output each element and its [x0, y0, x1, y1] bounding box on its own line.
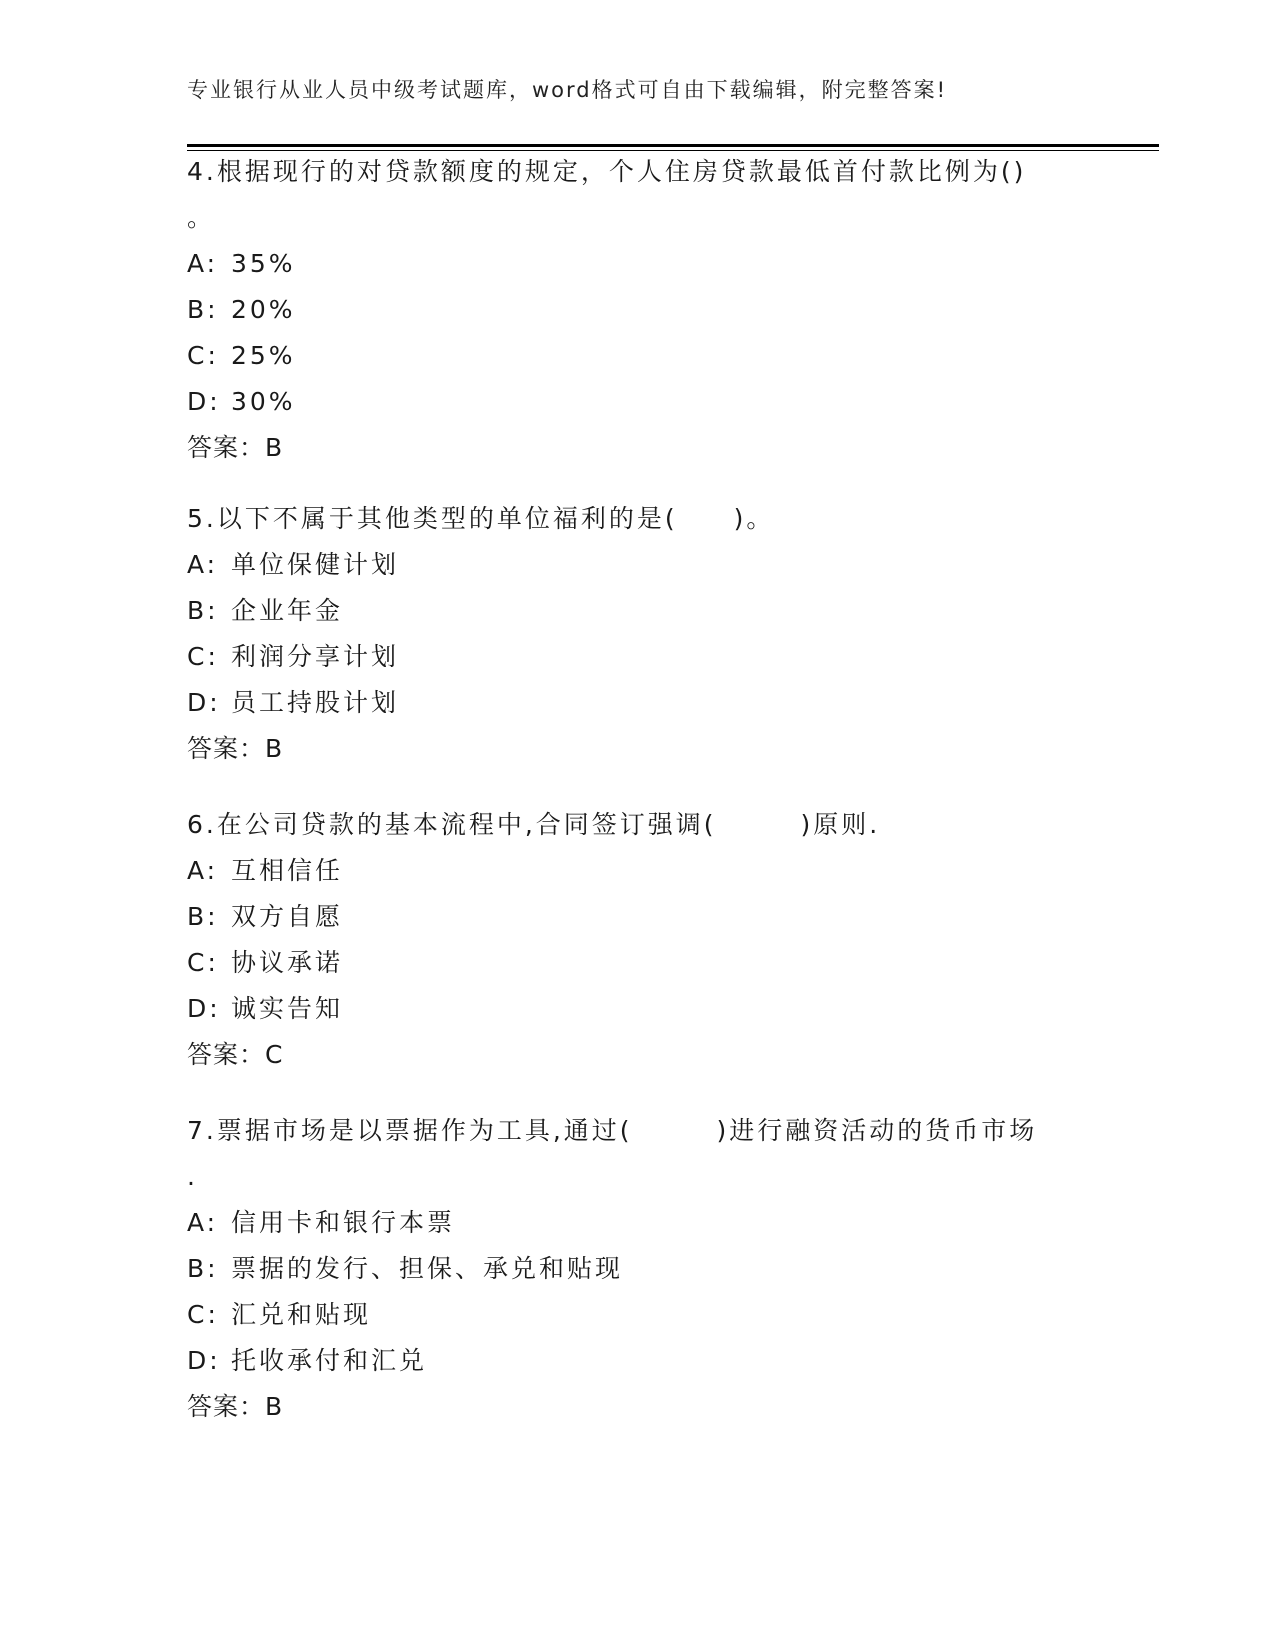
option-text: 双方自愿	[231, 902, 344, 931]
option-text: 互相信任	[231, 856, 344, 885]
option-key: C:	[187, 642, 219, 671]
option-text: 30%	[231, 387, 296, 416]
option-key: B:	[187, 596, 219, 625]
answer: 答案：C	[187, 1040, 284, 1069]
option-key: D:	[187, 387, 221, 416]
option-key: D:	[187, 994, 221, 1023]
option-b	[187, 588, 1087, 634]
option-text: 单位保健计划	[231, 550, 400, 579]
option-d	[187, 680, 1087, 726]
question-stem: 5.以下不属于其他类型的单位福利的是( )。	[187, 504, 775, 533]
option-c	[187, 940, 1087, 986]
option-key: A:	[187, 856, 219, 885]
option-key: D:	[187, 1346, 221, 1375]
option-d	[187, 1338, 1087, 1384]
option-key: B:	[187, 902, 219, 931]
question-stem-continuation: 。	[187, 203, 213, 232]
option-c	[187, 634, 1087, 680]
option-text: 25%	[231, 341, 296, 370]
option-key: A:	[187, 249, 219, 278]
option-text: 20%	[231, 295, 296, 324]
header-rule-thick	[187, 144, 1159, 147]
option-text: 协议承诺	[231, 948, 344, 977]
option-b	[187, 894, 1087, 940]
question-6	[187, 802, 1087, 1078]
option-key: A:	[187, 1208, 219, 1237]
document-header: 专业银行从业人员中级考试题库，word格式可自由下载编辑，附完整答案!	[187, 78, 948, 102]
option-text: 托收承付和汇兑	[231, 1346, 428, 1375]
question-5	[187, 496, 1087, 772]
option-key: D:	[187, 688, 221, 717]
answer: 答案：B	[187, 1392, 284, 1421]
option-a	[187, 542, 1087, 588]
option-key: C:	[187, 341, 219, 370]
option-d	[187, 986, 1087, 1032]
option-key: B:	[187, 1254, 219, 1283]
option-text: 诚实告知	[231, 994, 344, 1023]
question-stem: 4.根据现行的对贷款额度的规定，个人住房贷款最低首付款比例为()	[187, 157, 1027, 186]
question-stem: 6.在公司贷款的基本流程中,合同签订强调( )原则.	[187, 810, 881, 839]
option-d	[187, 379, 1087, 425]
question-stem: 7.票据市场是以票据作为工具,通过( )进行融资活动的货币市场	[187, 1116, 1038, 1145]
option-b	[187, 287, 1087, 333]
option-a	[187, 241, 1087, 287]
option-text: 员工持股计划	[231, 688, 400, 717]
option-text: 利润分享计划	[231, 642, 400, 671]
option-key: C:	[187, 1300, 219, 1329]
option-key: B:	[187, 295, 219, 324]
option-b	[187, 1246, 1087, 1292]
answer: 答案：B	[187, 433, 284, 462]
option-text: 汇兑和贴现	[231, 1300, 372, 1329]
question-stem-continuation: .	[187, 1162, 195, 1191]
answer: 答案：B	[187, 734, 284, 763]
option-text: 35%	[231, 249, 296, 278]
option-text: 信用卡和银行本票	[231, 1208, 456, 1237]
option-a	[187, 848, 1087, 894]
question-7	[187, 1108, 1087, 1430]
option-text: 企业年金	[231, 596, 344, 625]
option-key: A:	[187, 550, 219, 579]
option-a	[187, 1200, 1087, 1246]
option-text: 票据的发行、担保、承兑和贴现	[231, 1254, 624, 1283]
option-key: C:	[187, 948, 219, 977]
option-c	[187, 333, 1087, 379]
question-4	[187, 149, 1087, 471]
option-c	[187, 1292, 1087, 1338]
